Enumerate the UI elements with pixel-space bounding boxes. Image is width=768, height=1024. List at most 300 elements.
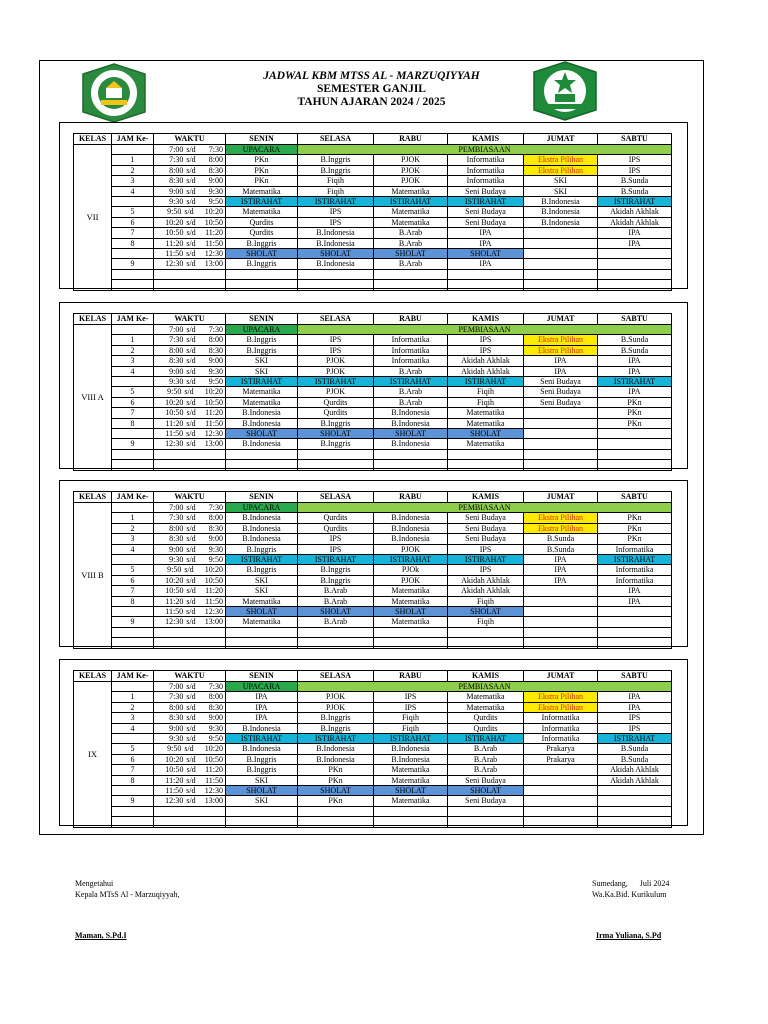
subject-cell-kamis: Qurdits [448, 713, 524, 723]
column-header: JAM Ke- [112, 134, 154, 145]
time-separator: s/d [186, 397, 196, 407]
time-start: 11:20 [165, 418, 184, 428]
schedule-table [73, 491, 672, 649]
subject-cell-senin: Matematika [226, 387, 298, 397]
jam-cell [112, 503, 154, 513]
time-cell [154, 627, 226, 637]
subject-cell-senin: IPA [226, 692, 298, 702]
time-separator: s/d [186, 765, 196, 775]
subject-cell-senin: B.Inggris [226, 238, 298, 248]
time-end: 9:50 [208, 555, 223, 565]
time-start: 10:20 [165, 397, 184, 407]
jam-cell: 5 [112, 387, 154, 397]
subject-cell-rabu [374, 280, 448, 290]
subject-cell-kamis [448, 638, 524, 648]
subject-cell-rabu [374, 627, 448, 637]
subject-cell-selasa: B.Arab [298, 596, 374, 606]
time-cell [154, 796, 226, 806]
subject-cell-rabu: B.Arab [374, 228, 448, 238]
time-end: 10:50 [204, 575, 223, 585]
subject-cell-rabu: Matematika [374, 765, 448, 775]
time-separator: s/d [186, 217, 196, 227]
table-row [74, 356, 672, 366]
subject-cell-kamis [448, 269, 524, 279]
subject-cell-kamis: Fiqih [448, 596, 524, 606]
subject-cell-selasa: B.Inggris [298, 575, 374, 585]
time-separator: s/d [186, 544, 196, 554]
table-row [74, 754, 672, 764]
jam-cell [112, 325, 154, 335]
subject-cell-sabtu: IPA [598, 586, 672, 596]
time-separator: s/d [186, 228, 196, 238]
time-cell [154, 555, 226, 565]
jam-cell [112, 429, 154, 439]
subject-cell-senin: SKI [226, 575, 298, 585]
subject-cell-jumat: Seni Budaya [524, 377, 598, 387]
jam-cell: 3 [112, 356, 154, 366]
time-separator: s/d [186, 523, 196, 533]
jam-cell: 8 [112, 596, 154, 606]
subject-cell-senin: SKI [226, 366, 298, 376]
subject-cell-selasa: B.Arab [298, 586, 374, 596]
subject-cell-rabu: B.Indonesia [374, 744, 448, 754]
document-title: JADWAL KBM MTSS AL - MARZUQIYYAH [263, 70, 480, 82]
subject-cell-jumat: IPA [524, 565, 598, 575]
jam-cell: 3 [112, 713, 154, 723]
subject-cell-kamis: Matematika [448, 702, 524, 712]
time-cell [154, 335, 226, 345]
time-cell [154, 228, 226, 238]
time-separator: s/d [186, 439, 196, 449]
subject-cell-senin [226, 449, 298, 459]
time-start: 9:50 [167, 565, 182, 575]
subject-cell-selasa: ISTIRAHAT [298, 555, 374, 565]
subject-cell-kamis: Seni Budaya [448, 534, 524, 544]
table-row [74, 249, 672, 259]
class-name-cell: VII [74, 145, 112, 291]
jam-cell: 7 [112, 228, 154, 238]
subject-cell-rabu: B.Indonesia [374, 754, 448, 764]
subject-cell-kamis: Seni Budaya [448, 217, 524, 227]
time-start: 9:30 [169, 377, 184, 387]
jam-cell: 4 [112, 544, 154, 554]
subject-cell-kamis: ISTIRAHAT [448, 377, 524, 387]
subject-cell-kamis: Fiqih [448, 397, 524, 407]
table-row [74, 145, 672, 155]
subject-cell-sabtu [598, 806, 672, 816]
time-start: 9:30 [169, 734, 184, 744]
time-cell [154, 596, 226, 606]
subject-cell-jumat [524, 460, 598, 470]
table-row [74, 418, 672, 428]
time-start: 10:20 [165, 754, 184, 764]
subject-cell-jumat [524, 806, 598, 816]
subject-cell-kamis: Seni Budaya [448, 186, 524, 196]
subject-cell-senin: ISTIRAHAT [226, 197, 298, 207]
time-separator: s/d [186, 366, 196, 376]
subject-cell-kamis [448, 449, 524, 459]
table-row [74, 366, 672, 376]
subject-cell-kamis: Seni Budaya [448, 513, 524, 523]
subject-cell-kamis: SHOLAT [448, 249, 524, 259]
subject-cell-rabu: Fiqih [374, 713, 448, 723]
subject-cell-kamis: IPA [448, 259, 524, 269]
subject-cell-kamis: Akidah Akhlak [448, 586, 524, 596]
subject-cell-senin: B.Inggris [226, 335, 298, 345]
subject-cell-sabtu: IPS [598, 155, 672, 165]
subject-cell-sabtu: IPA [598, 692, 672, 702]
table-header-row [74, 492, 672, 503]
table-row [74, 607, 672, 617]
time-end: 9:50 [208, 734, 223, 744]
time-cell [154, 366, 226, 376]
time-end: 12:30 [204, 607, 223, 617]
table-row [74, 713, 672, 723]
time-cell [154, 217, 226, 227]
time-end: 8:00 [208, 692, 223, 702]
subject-cell-selasa: B.Inggris [298, 723, 374, 733]
time-separator: s/d [186, 702, 196, 712]
column-header: KAMIS [448, 314, 524, 325]
time-end: 13:00 [204, 259, 223, 269]
time-end: 13:00 [204, 617, 223, 627]
table-row [74, 786, 672, 796]
subject-cell-kamis: Matematika [448, 408, 524, 418]
subject-cell-selasa [298, 817, 374, 827]
table-row [74, 228, 672, 238]
subject-cell-jumat: SKI [524, 176, 598, 186]
jam-cell: 4 [112, 186, 154, 196]
subject-cell-senin: B.Indonesia [226, 408, 298, 418]
time-separator: s/d [186, 796, 196, 806]
table-row [74, 397, 672, 407]
upacara-cell: UPACARA [226, 325, 298, 335]
jam-cell [112, 682, 154, 692]
time-start: 12:30 [165, 796, 184, 806]
time-start: 7:00 [169, 503, 184, 512]
subject-cell-jumat: B.Sunda [524, 544, 598, 554]
subject-cell-selasa [298, 460, 374, 470]
time-end: 8:00 [208, 335, 223, 345]
time-separator: s/d [186, 197, 196, 207]
class-name-cell: VIII A [74, 325, 112, 471]
subject-cell-selasa: Fiqih [298, 186, 374, 196]
table-row [74, 744, 672, 754]
jam-cell: 4 [112, 723, 154, 733]
time-start: 9:50 [167, 387, 182, 397]
subject-cell-sabtu: IPA [598, 356, 672, 366]
time-start: 7:30 [169, 692, 184, 702]
column-header: KAMIS [448, 492, 524, 503]
subject-cell-senin: ISTIRAHAT [226, 377, 298, 387]
subject-cell-rabu [374, 460, 448, 470]
subject-cell-senin: B.Indonesia [226, 723, 298, 733]
jam-cell [112, 786, 154, 796]
subject-cell-selasa: Qurdits [298, 408, 374, 418]
subject-cell-sabtu [598, 259, 672, 269]
subject-cell-senin: IPA [226, 702, 298, 712]
subject-cell-jumat: IPA [524, 555, 598, 565]
time-cell [154, 534, 226, 544]
subject-cell-sabtu: IPS [598, 723, 672, 733]
jam-cell: 1 [112, 692, 154, 702]
subject-cell-selasa [298, 269, 374, 279]
jam-cell [112, 377, 154, 387]
subject-cell-kamis: Fiqih [448, 617, 524, 627]
table-row [74, 217, 672, 227]
table-row [74, 325, 672, 335]
time-start: 11:50 [165, 786, 184, 796]
table-row [74, 617, 672, 627]
time-cell [154, 775, 226, 785]
jam-cell: 9 [112, 796, 154, 806]
class-name-cell: IX [74, 682, 112, 828]
time-start: 12:30 [165, 259, 184, 269]
subject-cell-selasa: B.Indonesia [298, 228, 374, 238]
table-row [74, 377, 672, 387]
subject-cell-rabu: B.Arab [374, 397, 448, 407]
subject-cell-rabu: Informatika [374, 335, 448, 345]
subject-cell-rabu [374, 269, 448, 279]
time-separator: s/d [186, 713, 196, 723]
subject-cell-selasa: SHOLAT [298, 429, 374, 439]
time-start: 9:00 [169, 366, 184, 376]
time-start: 9:50 [167, 207, 182, 217]
subject-cell-selasa: ISTIRAHAT [298, 734, 374, 744]
time-separator: s/d [184, 565, 194, 575]
subject-cell-kamis: Fiqih [448, 387, 524, 397]
subject-cell-jumat [524, 418, 598, 428]
subject-cell-kamis: Seni Budaya [448, 775, 524, 785]
table-row [74, 565, 672, 575]
time-start: 7:30 [169, 155, 184, 165]
subject-cell-selasa: PJOK [298, 387, 374, 397]
subject-cell-jumat [524, 259, 598, 269]
time-cell [154, 713, 226, 723]
time-start: 7:00 [169, 145, 184, 154]
subject-cell-selasa: ISTIRAHAT [298, 197, 374, 207]
subject-cell-senin: SKI [226, 775, 298, 785]
subject-cell-sabtu: B.Sunda [598, 345, 672, 355]
subject-cell-sabtu [598, 460, 672, 470]
subject-cell-sabtu [598, 796, 672, 806]
subject-cell-senin: SKI [226, 586, 298, 596]
subject-cell-senin [226, 627, 298, 637]
subject-cell-rabu: PJOK [374, 544, 448, 554]
column-header: SENIN [226, 134, 298, 145]
time-end: 9:50 [208, 377, 223, 387]
subject-cell-selasa: Fiqih [298, 176, 374, 186]
subject-cell-rabu [374, 449, 448, 459]
subject-cell-jumat: Ekstra Pilihan [524, 345, 598, 355]
subject-cell-senin: PKn [226, 155, 298, 165]
subject-cell-selasa: Qurdits [298, 513, 374, 523]
time-start: 10:50 [165, 408, 184, 418]
time-cell [154, 325, 226, 335]
subject-cell-sabtu: IPA [598, 228, 672, 238]
subject-cell-selasa: Qurdits [298, 397, 374, 407]
table-row [74, 165, 672, 175]
subject-cell-sabtu: Informatika [598, 565, 672, 575]
time-start: 12:30 [165, 617, 184, 627]
time-end: 9:30 [208, 544, 223, 554]
time-end: 10:20 [204, 565, 223, 575]
subject-cell-senin: B.Indonesia [226, 418, 298, 428]
time-end: 10:20 [204, 387, 223, 397]
column-header: JUMAT [524, 671, 598, 682]
subject-cell-senin [226, 280, 298, 290]
table-row [74, 155, 672, 165]
subject-cell-selasa: PJOK [298, 356, 374, 366]
time-cell [154, 575, 226, 585]
subject-cell-rabu: Informatika [374, 345, 448, 355]
time-cell [154, 377, 226, 387]
academic-year-label: TAHUN AJARAN 2024 / 2025 [297, 96, 446, 108]
time-separator: s/d [186, 176, 196, 186]
subject-cell-sabtu: B.Sunda [598, 744, 672, 754]
subject-cell-sabtu: B.Sunda [598, 176, 672, 186]
table-row [74, 734, 672, 744]
subject-cell-selasa: PJOK [298, 366, 374, 376]
time-end: 10:50 [204, 754, 223, 764]
column-header: KAMIS [448, 134, 524, 145]
subject-cell-kamis: IPS [448, 565, 524, 575]
subject-cell-jumat: Informatika [524, 713, 598, 723]
time-end: 9:50 [208, 197, 223, 207]
subject-cell-senin: SHOLAT [226, 786, 298, 796]
table-row [74, 638, 672, 648]
subject-cell-kamis: IPS [448, 345, 524, 355]
time-start: 9:30 [169, 555, 184, 565]
subject-cell-rabu: SHOLAT [374, 786, 448, 796]
subject-cell-sabtu: IPA [598, 596, 672, 606]
subject-cell-jumat: IPA [524, 366, 598, 376]
subject-cell-sabtu [598, 269, 672, 279]
time-cell [154, 565, 226, 575]
subject-cell-sabtu [598, 607, 672, 617]
time-end: 11:20 [205, 408, 223, 418]
column-header: KELAS [74, 314, 112, 325]
subject-cell-kamis: SHOLAT [448, 786, 524, 796]
time-separator: s/d [184, 744, 194, 754]
schedule-table [73, 313, 672, 471]
time-cell [154, 806, 226, 816]
column-header: JAM Ke- [112, 492, 154, 503]
subject-cell-rabu: B.Indonesia [374, 513, 448, 523]
document-header [39, 70, 704, 109]
subject-cell-senin: IPA [226, 713, 298, 723]
subject-cell-kamis: Akidah Akhlak [448, 575, 524, 585]
table-row [74, 627, 672, 637]
time-separator: s/d [184, 387, 194, 397]
time-cell [154, 238, 226, 248]
subject-cell-rabu: Informatika [374, 356, 448, 366]
time-start: 7:00 [169, 682, 184, 691]
subject-cell-rabu: B.Arab [374, 387, 448, 397]
table-row [74, 555, 672, 565]
time-start: 11:20 [165, 775, 184, 785]
subject-cell-rabu: Matematika [374, 217, 448, 227]
subject-cell-selasa [298, 806, 374, 816]
table-row [74, 176, 672, 186]
jam-cell: 9 [112, 259, 154, 269]
subject-cell-rabu: B.Arab [374, 259, 448, 269]
column-header: JAM Ke- [112, 314, 154, 325]
subject-cell-rabu: ISTIRAHAT [374, 377, 448, 387]
time-start: 11:20 [165, 596, 184, 606]
subject-cell-sabtu [598, 439, 672, 449]
jam-cell: 3 [112, 176, 154, 186]
time-start: 12:30 [165, 439, 184, 449]
subject-cell-sabtu [598, 429, 672, 439]
time-end: 10:50 [204, 217, 223, 227]
table-row [74, 449, 672, 459]
subject-cell-senin: B.Indonesia [226, 534, 298, 544]
subject-cell-kamis: IPA [448, 238, 524, 248]
time-cell [154, 544, 226, 554]
jam-cell [112, 449, 154, 459]
subject-cell-kamis: IPA [448, 228, 524, 238]
subject-cell-kamis: ISTIRAHAT [448, 555, 524, 565]
subject-cell-selasa: PKn [298, 775, 374, 785]
subject-cell-senin: B.Indonesia [226, 513, 298, 523]
time-separator: s/d [186, 145, 196, 154]
upacara-cell: UPACARA [226, 682, 298, 692]
time-start: 8:30 [169, 176, 184, 186]
table-row [74, 523, 672, 533]
subject-cell-sabtu: PKn [598, 513, 672, 523]
footer-headmaster-title: Kepala MTsS Al - Marzuqiyyah, [75, 890, 180, 899]
jam-cell: 6 [112, 575, 154, 585]
subject-cell-sabtu: PKn [598, 523, 672, 533]
time-end: 7:30 [208, 503, 223, 512]
subject-cell-senin: B.Indonesia [226, 439, 298, 449]
subject-cell-selasa: B.Indonesia [298, 259, 374, 269]
time-end: 8:00 [208, 513, 223, 523]
subject-cell-rabu: SHOLAT [374, 607, 448, 617]
subject-cell-selasa: B.Inggris [298, 165, 374, 175]
subject-cell-senin: SHOLAT [226, 429, 298, 439]
time-end: 9:00 [208, 713, 223, 723]
jam-cell [112, 249, 154, 259]
subject-cell-jumat [524, 617, 598, 627]
subject-cell-jumat [524, 429, 598, 439]
time-separator: s/d [186, 754, 196, 764]
jam-cell: 6 [112, 397, 154, 407]
time-cell [154, 734, 226, 744]
subject-cell-rabu: B.Indonesia [374, 534, 448, 544]
footer-curriculum-title: Wa.Ka.Bid. Kurikulum [592, 890, 667, 899]
time-start: 8:30 [169, 356, 184, 366]
subject-cell-rabu: B.Arab [374, 366, 448, 376]
semester-label: SEMESTER GANJIL [317, 83, 426, 95]
time-cell [154, 345, 226, 355]
time-end: 8:00 [208, 155, 223, 165]
subject-cell-rabu: PJOk [374, 565, 448, 575]
schedule-section [59, 302, 688, 469]
headmaster-signature-name: Maman, S.Pd.I [75, 931, 127, 940]
column-header: SELASA [298, 314, 374, 325]
jam-cell: 5 [112, 207, 154, 217]
subject-cell-rabu: Fiqih [374, 723, 448, 733]
time-start: 8:30 [169, 713, 184, 723]
column-header: WAKTU [154, 134, 226, 145]
time-separator: s/d [186, 408, 196, 418]
table-row [74, 408, 672, 418]
time-end: 8:30 [208, 165, 223, 175]
subject-cell-senin: B.Indonesia [226, 523, 298, 533]
subject-cell-senin: Matematika [226, 186, 298, 196]
